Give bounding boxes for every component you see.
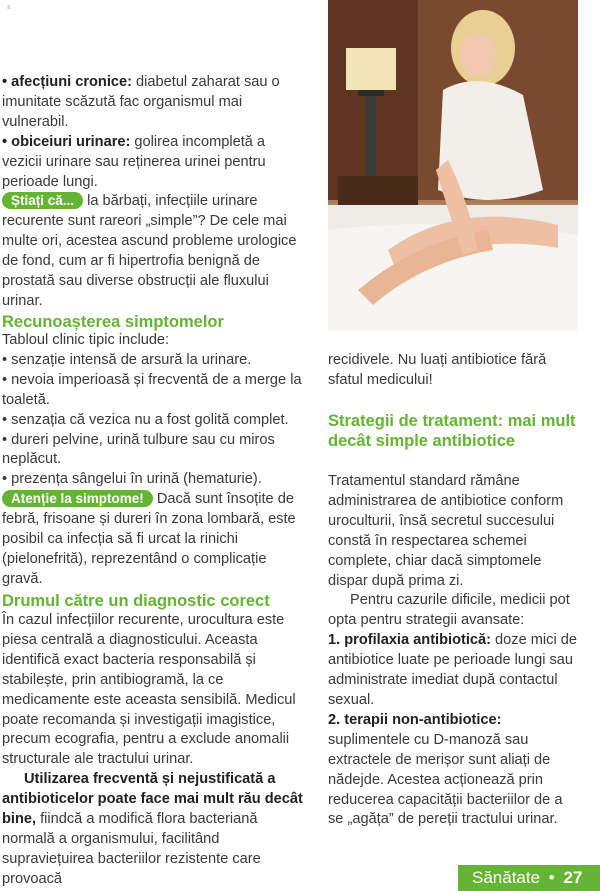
page-number: 27: [563, 868, 583, 887]
strategy-non-antibiotic: [328, 711, 580, 830]
page-footer: [458, 865, 600, 891]
diagnosis-paragraph: În cazul infecțiilor recurente, urocultura este piesa centrală a diagnosticului. Aceasta identifică exact bacteria responsabilă și stabilește, prin antibiogramă, la ce medicamente este aceasta sensibilă. Medicul poate recomanda și investigații imagistice, precum ecografia, pentru a exclude anomalii structurale ale tractului urinar.: [2, 612, 296, 768]
label-urinary-habits: • obiceiuri urinare:: [2, 133, 131, 150]
strategy-prophylaxis: [328, 631, 580, 711]
strategy-prophylaxis-text: doze mici de antibiotice luate pe perioade lungi sau administrate imediat după contactul sexual.: [328, 632, 577, 708]
corner-mark: ≡: [7, 5, 11, 11]
strategy-non-antibiotic-label: 2. terapii non-antibiotice:: [328, 711, 502, 728]
symptom-item: • prezența sângelui în urină (hematurie).: [2, 471, 262, 488]
antibiotic-warning-bold: Utilizarea frecventă și nejustificată a antibioticelor poate face mai mult rău decât bine,: [2, 771, 303, 828]
diagnosis-block: [2, 611, 307, 890]
symptom-item: • nevoia imperioasă și frecventă de a merge la toaletă.: [2, 371, 302, 408]
text-attention: Dacă sunt însoțite de febră, frisoane și dureri în zona lombară, este posibil ca infecția să fi urcat la rinichi (pielonefrită), reprezentând o complicație gravă.: [2, 491, 296, 587]
callout-did-you-know: [2, 192, 307, 311]
footer-section-name: Sănătate: [472, 868, 541, 887]
text-urinary-habits: golirea incompletă a vezicii urinare sau reținerea urinei pentru perioade lungi.: [2, 133, 266, 190]
article-photo: [328, 0, 578, 331]
continued-text: recidivele. Nu luați antibiotice fără sfatul medicului!: [328, 352, 547, 388]
symptom-item: • senzație intensă de arsură la urinare.: [2, 351, 252, 368]
antibiotic-warning-paragraph: [2, 770, 307, 889]
text-chronic-conditions: diabetul zaharat sau o imunitate scăzută fac organismul mai vulnerabil.: [2, 74, 280, 130]
symptoms-intro: Tabloul clinic tipic include:: [2, 332, 170, 348]
left-column: [2, 73, 307, 312]
pill-attention: Atenție la simptome!: [2, 490, 153, 507]
label-chronic-conditions: • afecțiuni cronice:: [2, 74, 132, 90]
paragraph-urinary-habits: [2, 133, 307, 193]
antibiotic-warning-text: fiindcă a modifică flora bacteriană normală a organismului, facilitând supraviețuirea bacteriilor rezistente care provoacă: [2, 811, 261, 887]
treatment-block: [328, 472, 580, 830]
symptom-item: • senzația că vezica nu a fost golită complet.: [2, 411, 289, 428]
woman-on-bed-illustration: [328, 0, 578, 331]
strategy-prophylaxis-label: 1. profilaxia antibiotică:: [328, 632, 491, 649]
footer-separator: •: [548, 868, 555, 887]
advanced-strategies-intro: Pentru cazurile dificile, medicii pot opta pentru strategii avansate:: [328, 592, 570, 629]
text-did-you-know: la bărbați, infecțiile urinare recurente sunt rareori „simple”? De cele mai multe ori, acestea ascund probleme urologice de fond, cum ar fi hipertrofia benignă de prostată sau diverse obstrucții ale fluxului urinar.: [2, 193, 297, 309]
right-column-top: [328, 351, 580, 391]
symptom-item: • dureri pelvine, urină tulbure sau cu miros neplăcut.: [2, 431, 275, 468]
symptoms-block: [2, 331, 307, 590]
heading-treatment: Strategii de tratament: mai mult decât simple antibiotice: [328, 412, 576, 450]
pill-did-you-know: Știați că...: [2, 192, 83, 209]
strategy-non-antibiotic-text: suplimentele cu D-manoză sau extractele de merișor sunt aliați de nădejde. Acestea acționează prin reducerea capacității bacteriilor de a se „agăța” de pereții tractului urinar.: [328, 731, 563, 828]
treatment-paragraph: Tratamentul standard rămâne administrarea de antibiotice conform uroculturii, însă secretul succesului constă în respectarea schemei complete, chiar dacă simptomele dispar după prima zi.: [328, 473, 564, 589]
heading-symptoms: Recunoașterea simptomelor: [2, 313, 224, 331]
heading-diagnosis: Drumul către un diagnostic corect: [2, 592, 270, 610]
paragraph-chronic-conditions: [2, 73, 307, 133]
callout-attention: [2, 490, 307, 590]
